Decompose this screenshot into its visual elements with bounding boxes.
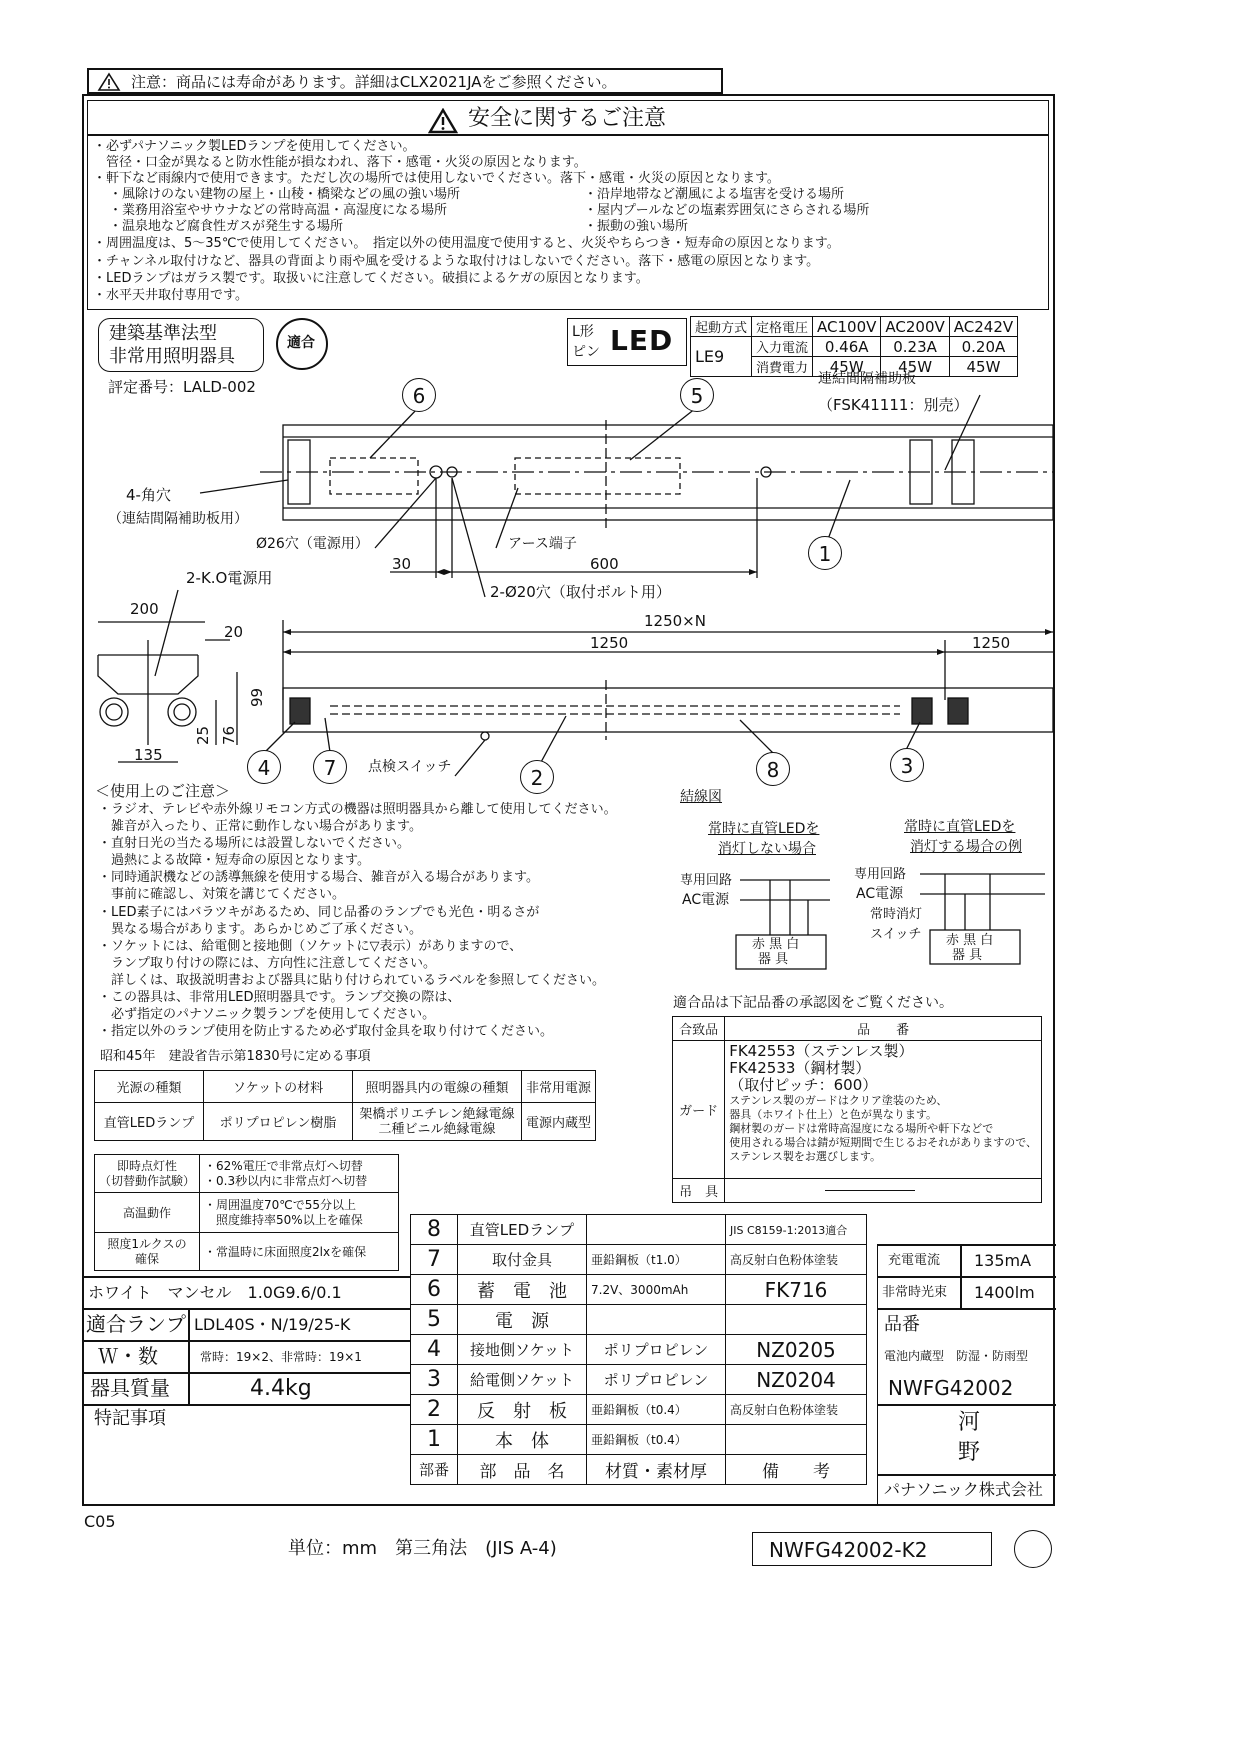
- revision-circle: [1014, 1530, 1052, 1568]
- jil-seal: 適合: [276, 318, 328, 370]
- safety-line: 管径・口金が異なると防水性能が損なわれ、落下・感電・火災の原因となります。: [93, 155, 587, 170]
- holes4-sub: （連結間隔補助板用）: [108, 511, 248, 527]
- dim-76: 76: [220, 725, 239, 746]
- safety-line: ・周囲温度は、5～35℃で使用してください。 指定以外の使用温度で使用すると、火災やちらつき・短寿命の原因となります。: [93, 236, 840, 251]
- performance-table: 即時点灯性 （切替動作試験） ・62%電圧で非常点灯へ切替 ・0.3秒以内に非常点灯へ切替 高温動作 ・周囲温度70℃で55分以上 照度維持率50%以上を確保 照度1ルクスの 確保 ・常温時に床面照度2lxを確保: [94, 1154, 399, 1271]
- dim-1250-a: 1250: [590, 634, 629, 652]
- dim-99: 99: [248, 687, 267, 708]
- usage-line: ・ソケットには、給電側と接地側（ソケットに▽表示）がありますので、: [98, 939, 523, 954]
- led-mark: L形 ピン LED: [567, 318, 687, 366]
- usage-line: 必ず指定のパナソニック製ランプを使用してください。: [98, 1007, 436, 1022]
- dim-200: 200: [130, 600, 159, 618]
- left-spec: ホワイト マンセル 1.0G9.6/0.1 適合ランプ LDL40S・N/19/25-K Ｗ・数 常時：19×2、非常時：19×1 器具質量 4.4kg 特記事項: [82, 1276, 410, 1506]
- dim-1250xN: 1250×N: [644, 612, 706, 630]
- usage-line: ランプ取り付けの際には、方向性に注意してください。: [98, 956, 437, 971]
- usage-line: ・同時通訳機などの誘導無線を使用する場合、雑音が入る場合があります。: [98, 870, 539, 885]
- compat-table: 合致品 品 番 ガード FK42553（ステンレス製） FK42533（鋼材製） （取付ピッチ：600） ステンレス製のガードはクリア塗装のため、 器具（ホワイト仕上）と色が異なります。 鋼材製のガードは常時高湿度になる場所や軒下などで 使用される場合は錆が短期間で生じるおそれがありますので、 ステンレス製をお選びします。 吊 具: [672, 1016, 1042, 1203]
- safety-line: ・LEDランプはガラス製です。取扱いに注意してください。破損によるケガの原因となります。: [93, 271, 649, 286]
- holes4-label: 4-角穴: [126, 486, 171, 504]
- dim-25: 25: [194, 725, 213, 746]
- wiring-title: 結線図: [680, 789, 722, 805]
- safety-place: ・温泉地など腐食性ガスが発生する場所: [109, 219, 344, 234]
- dim-30: 30: [392, 555, 412, 573]
- safety-line: ・水平天井取付専用です。: [93, 288, 248, 303]
- dim-600: 600: [590, 555, 619, 573]
- switch-label: 点検スイッチ: [368, 759, 452, 775]
- earth-label: アース端子: [508, 536, 577, 552]
- safety-line: ・チャンネル取付けなど、器具の背面より雨や風を受けるような取付けはしないでください。落下・感電の原因となります。: [93, 254, 820, 269]
- footer-code: C05: [84, 1512, 116, 1531]
- dim-1250-b: 1250: [972, 634, 1011, 652]
- callout-8: 8: [756, 752, 790, 786]
- safety-place: ・風除けのない建物の屋上・山稜・橋梁などの風の強い場所: [109, 187, 461, 202]
- usage-line: ・指定以外のランプ使用を防止するため必ず取付金具を取り付けてください。: [98, 1024, 554, 1039]
- callout-5: 5: [680, 378, 714, 412]
- dim-20: 20: [224, 623, 244, 641]
- hole20-label: 2-Ø20穴（取付ボルト用）: [490, 583, 671, 601]
- usage-line: 異なる場合があります。あらかじめご了承ください。: [98, 922, 422, 937]
- footer-unit: 単位：mm 第三角法 (JIS A-4): [288, 1538, 557, 1559]
- callout-3: 3: [890, 748, 924, 782]
- safety-line: ・軒下など雨線内で使用できます。ただし次の場所では使用しないでください。落下・感電・火災の原因となります。: [93, 171, 780, 186]
- usage-line: ・この器具は、非常用LED照明器具です。ランプ交換の際は、: [98, 990, 461, 1005]
- spec-table: 起動方式 定格電圧 AC100V AC200V AC242V LE9 入力電流 0.46A 0.23A 0.20A 消費電力 45W 45W 45W: [690, 316, 1018, 377]
- aux-plate-part: （FSK41111：別売）: [818, 396, 969, 414]
- usage-title: ＜使用上のご注意＞: [95, 782, 231, 800]
- callout-4: 4: [247, 750, 281, 784]
- safety-line: ・必ずパナソニック製LEDランプを使用してください。: [93, 139, 416, 154]
- usage-line: ・LED素子にはバラツキがあるため、同じ品番のランプでも光色・明るさが: [98, 905, 540, 920]
- dim-135: 135: [134, 746, 163, 764]
- hole26-label: Ø26穴（電源用）: [256, 536, 369, 552]
- building-standard-badge: 建築基準法型 非常用照明器具: [98, 318, 264, 372]
- aux-plate-label: 連結間隔補助板: [818, 371, 916, 387]
- safety-title: 安全に関するご注意: [468, 106, 667, 131]
- compat-intro: 適合品は下記品番の承認図をご覧ください。: [673, 995, 953, 1011]
- usage-line: ・ラジオ、テレビや赤外線リモコン方式の機器は照明器具から離して使用してください。: [98, 802, 617, 817]
- callout-6: 6: [402, 378, 436, 412]
- callout-1: 1: [808, 536, 842, 570]
- safety-place: ・屋内プールなどの塩素雰囲気にさらされる場所: [584, 203, 870, 218]
- right-info: 充電電流 135mA 非常時光束 1400lm 品番 電池内蔵型 防湿・防雨型 NWFG42002 河 野 パナソニック株式会社: [877, 1244, 1056, 1506]
- safety-place: ・振動の強い場所: [584, 219, 689, 234]
- parts-table: 8 直管LEDランプ JIS C8159-1:2013適合 7 取付金具 亜鉛鋼板（t1.0） 高反射白色粉体塗装 6 蓄 電 池 7.2V、3000mAh FK716 5 電 源 4 接地側ソケット ポリプロピレン NZ0205 3 給電側ソケット ポリプロピレン NZ0204 2 反 射 板 亜鉛鋼板（t0.4） 高反射白色粉体塗装 1 本 体 亜鉛鋼板（t0.4） 部番 部 品 名 材質・素材厚 備 考: [410, 1214, 867, 1485]
- callout-2: 2: [520, 760, 554, 794]
- callout-7: 7: [313, 750, 347, 784]
- top-notice-text: 注意：商品には寿命があります。詳細はCLX2021JAをご参照ください。: [131, 73, 617, 91]
- t1830-table: 光源の種類 ソケットの材料 照明器具内の電線の種類 非常用電源 直管LEDランプ ポリプロピレン樹脂 架橋ポリエチレン絶縁電線 二種ビニル絶縁電線 電源内蔵型: [94, 1070, 596, 1141]
- usage-line: 詳しくは、取扱説明書および器具に貼り付けられているラベルを参照してください。: [98, 973, 606, 988]
- safety-place: ・業務用浴室やサウナなどの常時高温・高湿度になる場所: [109, 203, 448, 218]
- evaluation-number: 評定番号：LALD-002: [108, 378, 256, 396]
- notice-1830: 昭和45年 建設省告示第1830号に定める事項: [100, 1049, 371, 1064]
- usage-line: 雑音が入ったり、正常に動作しない場合があります。: [98, 819, 422, 834]
- drawing-number-box: NWFG42002-K2: [752, 1532, 992, 1566]
- safety-place: ・沿岸地帯など潮風による塩害を受ける場所: [584, 187, 845, 202]
- ko-label: 2-K.O電源用: [186, 569, 273, 587]
- usage-line: 過熱による故障・短寿命の原因となります。: [98, 853, 370, 868]
- usage-line: 事前に確認し、対策を講じてください。: [98, 887, 346, 902]
- usage-line: ・直射日光の当たる場所には設置しないでください。: [98, 836, 411, 851]
